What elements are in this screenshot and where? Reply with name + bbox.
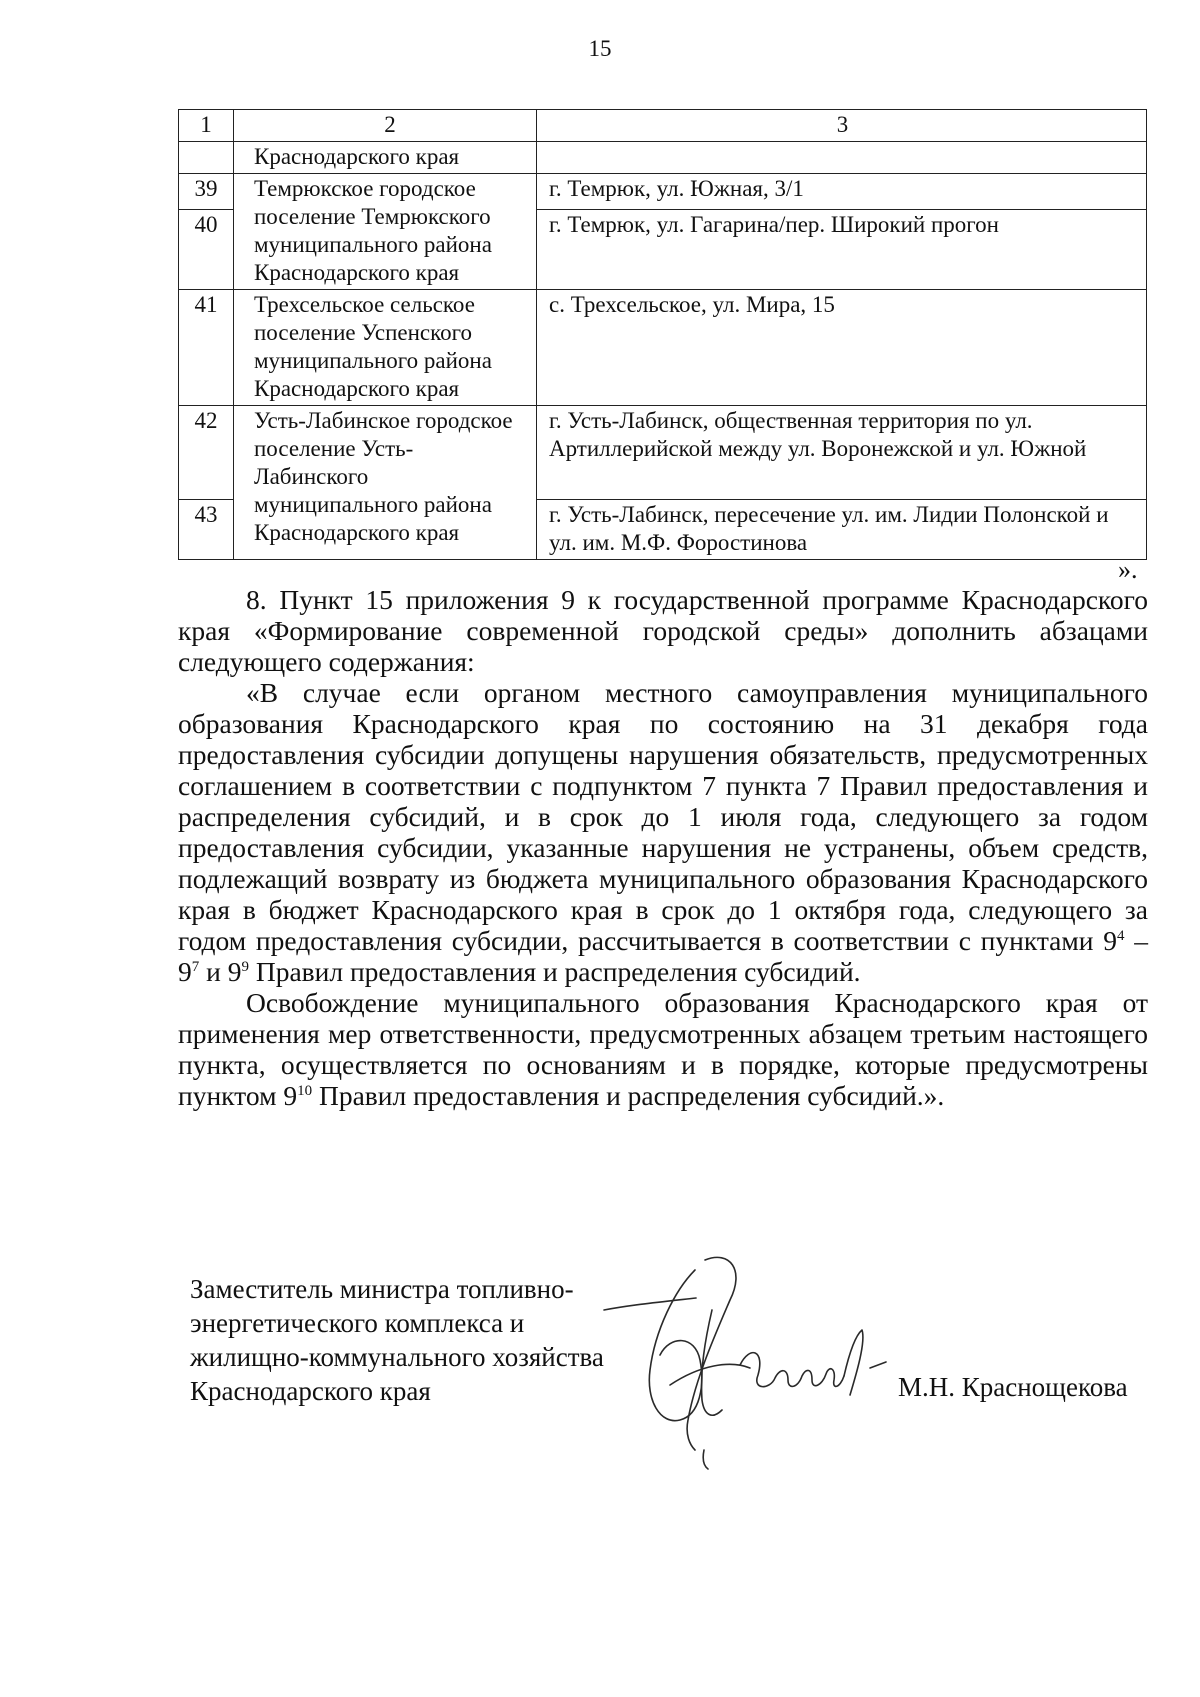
table-row [179, 174, 1147, 210]
paragraph-2 [178, 677, 1148, 987]
column-header-1: 1 [179, 110, 234, 142]
dash: – [1124, 925, 1148, 956]
rule-reference-superscript: 7 [191, 958, 200, 975]
signatory-title-line: энергетического комплекса и [190, 1308, 525, 1338]
body-text [178, 584, 1148, 1111]
table-header-row [179, 110, 1147, 142]
conjunction: и [199, 956, 228, 987]
table-row [179, 406, 1147, 500]
rule-reference: 9 [283, 1080, 298, 1111]
row-number: 42 [179, 406, 234, 500]
address-cell: г. Усть-Лабинск, пересечение ул. им. Лидии Полонской и ул. им. М.Ф. Форостинова [537, 500, 1147, 560]
row-number: 40 [179, 210, 234, 290]
municipality-cell: Краснодарского края [234, 142, 537, 174]
signatory-title-line: Краснодарского края [190, 1376, 431, 1406]
address-cell: г. Усть-Лабинск, общественная территория по ул. Артиллерийской между ул. Воронежской и ул. Южной [537, 406, 1147, 500]
table-row [179, 142, 1147, 174]
rule-reference-superscript: 4 [1117, 927, 1125, 944]
rule-reference: 9 [1103, 925, 1117, 956]
handwritten-signature [600, 1250, 890, 1470]
row-number: 39 [179, 174, 234, 210]
addresses-table [178, 109, 1147, 560]
rule-reference: 9 [227, 956, 242, 987]
municipality-cell: Усть-Лабинское городское поселение Усть-Лабинского муниципального района Краснодарского края [234, 406, 537, 560]
paragraph-2-text: «В случае если органом местного самоуправления муниципального образования Краснодарского края по состоянию на 31 декабря года предоставления субсидии допущены нарушения обязательств, предусмотренных соглашением в соответствии с подпунктом 7 пункта 7 Правил предоставления и распределения субсидий, и в срок до 1 июля года, следующего за годом предоставления субсидии, указанные нарушения не устранены, объем средств, подлежащий возврату из бюджета муниципального образования Краснодарского края в бюджет Краснодарского края в срок до 1 октября года, следующего за годом предоставления субсидии, рассчитывается в соответствии с пунктами [178, 677, 1148, 956]
row-number: 43 [179, 500, 234, 560]
signatory-title-line: жилищно-коммунального хозяйства [190, 1342, 604, 1372]
signatory-title-line: Заместитель министра топливно- [190, 1274, 574, 1304]
paragraph-1: 8. Пункт 15 приложения 9 к государственной программе Краснодарского края «Формирование современной городской среды» дополнить абзацами следующего содержания: [178, 584, 1148, 677]
signatory-title [190, 1272, 604, 1408]
column-header-2: 2 [234, 110, 537, 142]
paragraph-3-text: Освобождение муниципального образования Краснодарского края от применения мер ответственности, предусмотренных абзацем третьим настоящего пункта, осуществляется по основаниям и в порядке, которые предусмотрены пунктом [178, 987, 1148, 1111]
municipality-cell: Трехсельское сельское поселение Успенского муниципального района Краснодарского края [234, 290, 537, 406]
paragraph-3 [178, 987, 1148, 1111]
rule-reference: 9 [178, 956, 192, 987]
address-cell: с. Трехсельское, ул. Мира, 15 [537, 290, 1147, 406]
paragraph-3-end: Правил предоставления и распределения субсидий.». [312, 1080, 945, 1111]
signatory-name: М.Н. Краснощекова [898, 1372, 1128, 1402]
table-row [179, 290, 1147, 406]
rule-reference-superscript: 10 [297, 1082, 313, 1099]
address-cell: г. Темрюк, ул. Гагарина/пер. Широкий прогон [537, 210, 1147, 290]
address-cell: г. Темрюк, ул. Южная, 3/1 [537, 174, 1147, 210]
page-number: 15 [588, 36, 612, 61]
column-header-3: 3 [537, 110, 1147, 142]
rule-reference-superscript: 9 [241, 958, 249, 975]
row-number: 41 [179, 290, 234, 406]
closing-quote: ». [1118, 555, 1138, 584]
row-number [179, 142, 234, 174]
address-cell [537, 142, 1147, 174]
paragraph-2-end: Правил предоставления и распределения субсидий. [248, 956, 861, 987]
municipality-cell: Темрюкское городское поселение Темрюкского муниципального района Краснодарского края [234, 174, 537, 290]
